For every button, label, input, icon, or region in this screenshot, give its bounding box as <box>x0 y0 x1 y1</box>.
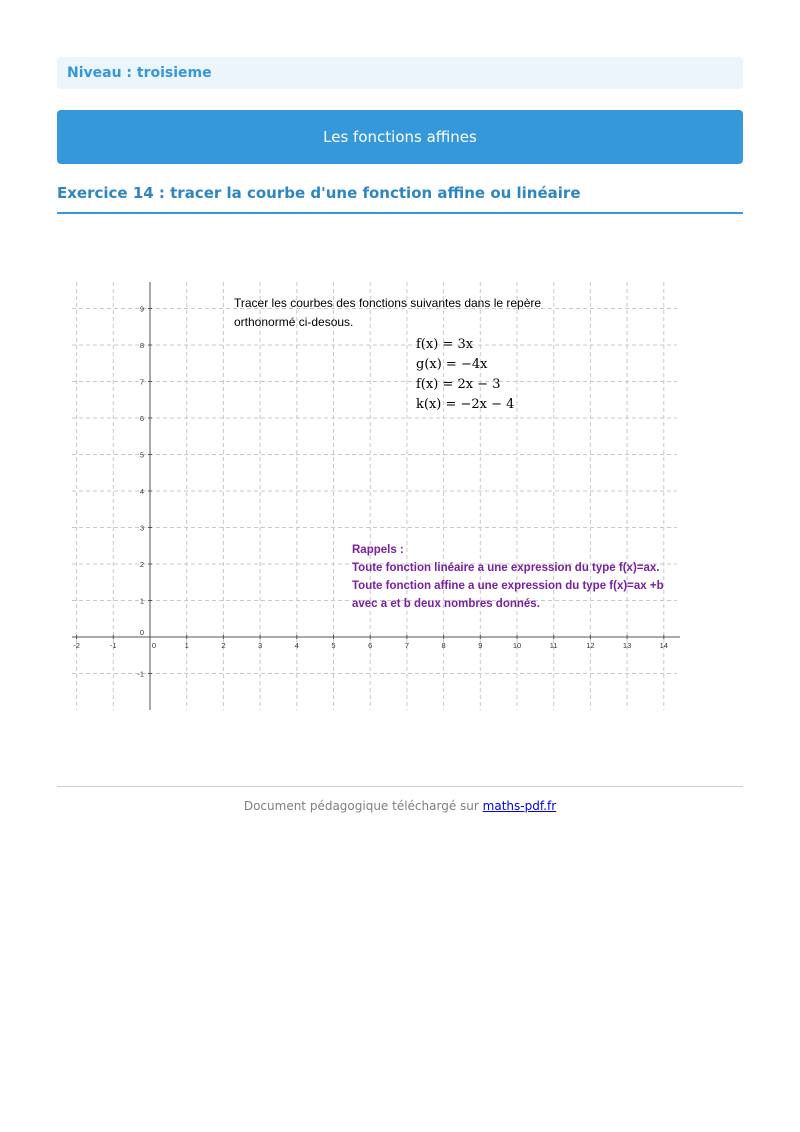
exercise-title: Exercice 14 : tracer la courbe d'une fonction affine ou linéaire <box>57 184 743 214</box>
x-tick-label: 1 <box>184 641 189 650</box>
x-tick-label: 10 <box>512 641 522 650</box>
y-tick-label: 9 <box>139 304 144 314</box>
level-label <box>57 57 743 89</box>
x-tick-label: 3 <box>258 641 263 650</box>
coordinate-grid <box>68 278 682 710</box>
x-tick-label: 5 <box>331 641 336 650</box>
instructions-line-1: Tracer les courbes des fonctions suivantes dans le repère <box>234 296 542 310</box>
y-tick-label: 4 <box>139 487 144 496</box>
y-tick-label: 7 <box>139 377 144 387</box>
footer <box>57 799 743 813</box>
formula-k: k(x) = −2x − 4 <box>416 397 515 412</box>
x-tick-label: 2 <box>221 641 226 650</box>
y-tick-label: 0 <box>139 628 144 637</box>
footer-link[interactable]: maths-pdf.fr <box>482 799 557 813</box>
y-tick-label: 3 <box>139 523 144 533</box>
y-tick-label: 1 <box>139 596 144 606</box>
chapter-title: Les fonctions affines <box>323 128 477 146</box>
x-tick-label: 6 <box>368 641 373 650</box>
x-tick-label: 11 <box>549 641 558 650</box>
chapter-banner <box>57 110 743 164</box>
footer-divider <box>57 786 743 787</box>
formula-list <box>416 335 514 415</box>
x-tick-label: 13 <box>622 641 632 650</box>
exercise-figure <box>68 278 682 710</box>
x-tick-label: 12 <box>586 641 595 650</box>
y-tick-label: 6 <box>139 414 144 423</box>
x-tick-label: -2 <box>73 641 80 650</box>
formula-g: g(x) = −4x <box>416 357 488 372</box>
x-tick-label: 4 <box>294 641 299 650</box>
y-tick-label: 5 <box>139 450 144 460</box>
x-tick-label: 7 <box>404 641 409 650</box>
instructions-line-2: orthonormé ci-desous. <box>234 315 354 329</box>
formula-f: f(x) = 3x <box>416 337 474 352</box>
formula-f-affine: f(x) = 2x − 3 <box>416 377 501 392</box>
reminder-ab: avec a et b deux nombres donnés. <box>352 598 540 610</box>
reminders-title: Rappels : <box>352 544 404 556</box>
x-tick-label: 14 <box>659 641 668 650</box>
x-tick-label: 9 <box>478 641 483 650</box>
figure-instructions <box>234 294 574 332</box>
reminder-affine: Toute fonction affine a une expression du type f(x)=ax +b <box>352 580 664 592</box>
y-tick-label: 2 <box>139 560 144 569</box>
footer-text: Document pédagogique téléchargé sur <box>243 799 479 813</box>
x-tick-label: 8 <box>441 641 446 650</box>
x-tick-label: 0 <box>151 641 157 650</box>
x-tick-label: -1 <box>109 641 117 650</box>
reminder-linear: Toute fonction linéaire a une expression du type f(x)=ax. <box>352 562 660 574</box>
reminders-box <box>352 541 682 613</box>
y-tick-label: 8 <box>139 341 144 350</box>
y-tick-label: -1 <box>137 669 144 679</box>
level-text: Niveau : troisieme <box>67 65 212 81</box>
